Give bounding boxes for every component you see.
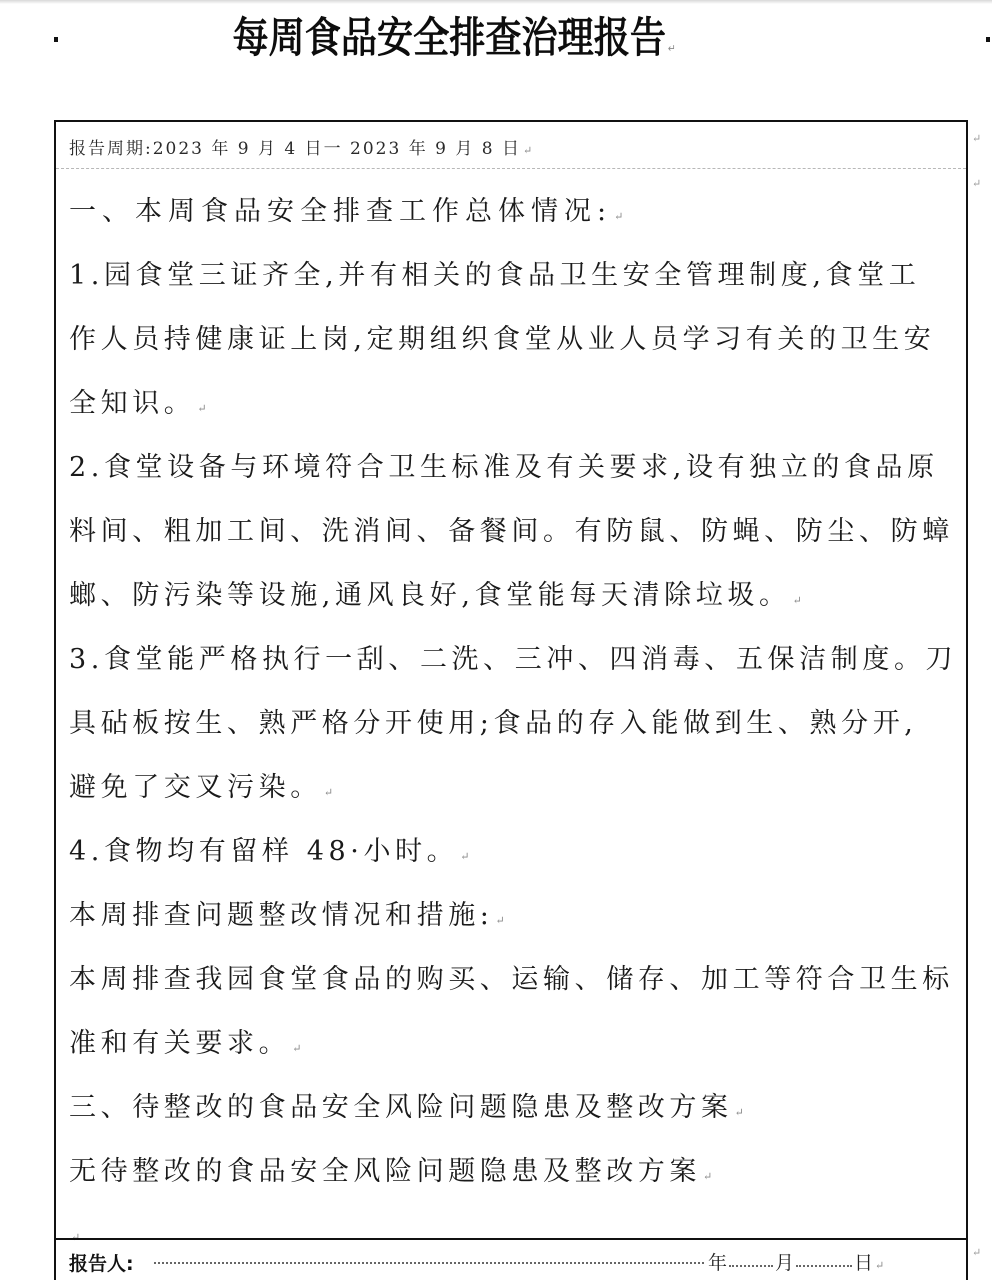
section-heading-rectification — [69, 884, 959, 948]
paragraph-mark-icon: ↵ — [323, 786, 338, 799]
report-period-text: 报告周期:2023 年 9 月 4 日一 2023 年 9 月 8 日 — [69, 139, 521, 159]
line-text: 本周排查问题整改情况和措施: — [69, 900, 494, 931]
line-text: 本周排查我园食堂食品的购买、运输、储存、加工等符合卫生标 — [69, 964, 954, 995]
year-label: 年 — [708, 1252, 728, 1274]
line-text: 全知识。 — [69, 388, 196, 419]
report-period — [69, 134, 534, 159]
line-text: 避免了交叉污染。 — [69, 772, 322, 803]
body-line — [69, 948, 959, 1012]
body-line — [69, 820, 959, 884]
section-heading-overview — [69, 180, 959, 244]
line-text: 具砧板按生、熟严格分开使用;食品的存入能做到生、熟分开, — [69, 708, 918, 739]
paragraph-mark-icon: ↵ — [460, 850, 475, 863]
line-text: 1.园食堂三证齐全,并有相关的食品卫生安全管理制度,食堂工 — [69, 260, 921, 291]
body-line — [69, 628, 959, 692]
paragraph-mark-icon: ↵ — [71, 1231, 81, 1244]
body-line — [69, 308, 959, 372]
page-top-edge — [0, 0, 992, 4]
reporter-name-field[interactable] — [154, 1262, 704, 1264]
line-text: 准和有关要求。 — [69, 1028, 291, 1059]
paragraph-mark-icon: ↵ — [292, 1042, 307, 1055]
row-end-mark-icon: ↵ — [972, 1246, 982, 1259]
paragraph-mark-icon: ↵ — [875, 1259, 885, 1272]
row-end-mark-icon: ↵ — [972, 132, 982, 145]
line-text: 2.食堂设备与环境符合卫生标准及有关要求,设有独立的食品原 — [69, 452, 939, 483]
paragraph-mark-icon: ↵ — [614, 210, 630, 223]
paragraph-mark-icon: ↵ — [197, 402, 212, 415]
report-table — [54, 120, 968, 1280]
report-body — [69, 180, 959, 1268]
section-heading-pending — [69, 1076, 959, 1140]
document-title — [0, 8, 908, 79]
body-line — [69, 372, 959, 436]
line-text: 料间、粗加工间、洗消间、备餐间。有防鼠、防蝇、防尘、防蟑 — [69, 516, 954, 547]
signature-row — [56, 1238, 966, 1282]
body-line — [69, 692, 959, 756]
line-text: 3.食堂能严格执行一刮、二洗、三冲、四消毒、五保洁制度。刀 — [69, 644, 958, 675]
paragraph-mark-icon: ↵ — [792, 594, 807, 607]
line-text: 作人员持健康证上岗,定期组织食堂从业人员学习有关的卫生安 — [69, 324, 936, 355]
line-text: 螂、防污染等设施,通风良好,食堂能每天清除垃圾。 — [69, 580, 791, 611]
day-label: 日 — [854, 1252, 874, 1274]
line-text: 无待整改的食品安全风险问题隐患及整改方案 — [69, 1156, 701, 1187]
body-line — [69, 244, 959, 308]
paragraph-mark-icon: ↵ — [703, 1170, 717, 1183]
month-field[interactable] — [729, 1265, 773, 1267]
body-line — [69, 1012, 959, 1076]
day-field[interactable] — [796, 1265, 852, 1267]
right-margin-mark — [986, 37, 990, 42]
month-label: 月 — [775, 1252, 795, 1274]
line-text: 一、本周食品安全排查工作总体情况: — [69, 196, 613, 227]
body-line — [69, 756, 959, 820]
signature-date — [708, 1248, 884, 1275]
paragraph-mark-icon: ↵ — [667, 42, 676, 55]
row-end-mark-icon: ↵ — [972, 177, 982, 190]
document-title-text: 每周食品安全排查治理报告 — [232, 13, 666, 62]
body-line — [69, 564, 959, 628]
reporter-label: 报告人: — [69, 1253, 134, 1275]
body-line — [69, 500, 959, 564]
line-text: 三、待整改的食品安全风险问题隐患及整改方案 — [69, 1092, 733, 1123]
body-line — [69, 436, 959, 500]
body-line — [69, 1140, 959, 1204]
line-text: 4.食物均有留样 48·小时。 — [69, 836, 459, 867]
report-period-row — [56, 122, 966, 169]
paragraph-mark-icon: ↵ — [495, 914, 510, 927]
paragraph-mark-icon: ↵ — [522, 144, 535, 157]
paragraph-mark-icon: ↵ — [734, 1106, 749, 1119]
